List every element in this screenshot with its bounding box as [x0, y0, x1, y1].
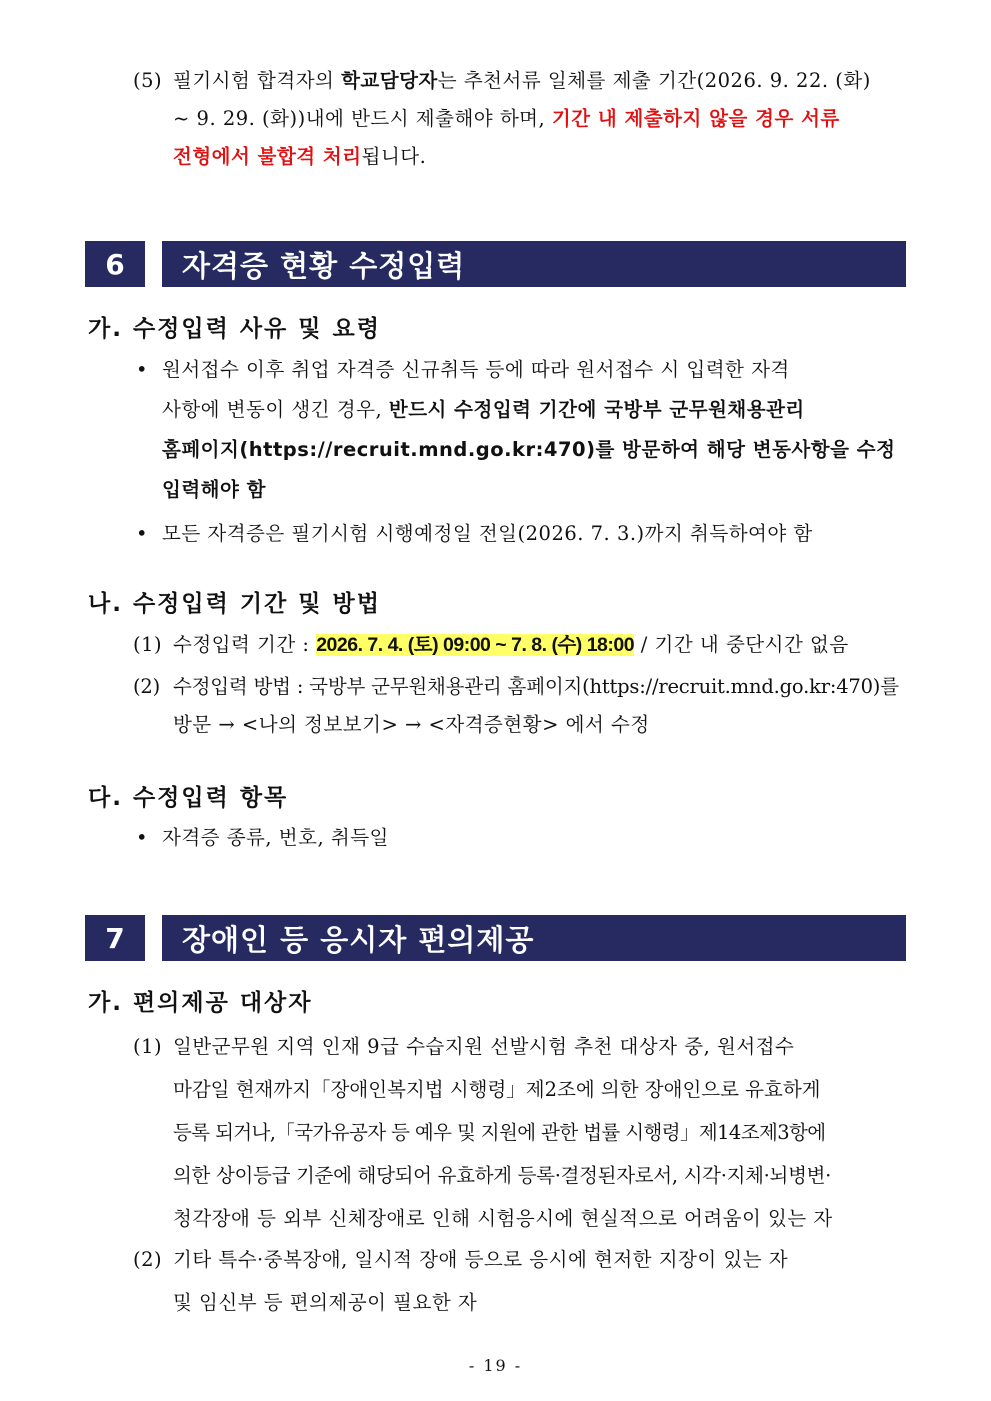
bullet-icon: •: [136, 522, 149, 545]
bullet-icon: •: [136, 826, 149, 849]
subheading-6-da: 다. 수정입력 항목: [88, 785, 289, 811]
section-7-title: 장애인 등 응시자 편의제공: [162, 915, 906, 961]
numbered-item: (1) 수정입력 기간 : 2026. 7. 4. (토) 09:00 ~ 7. 8. (수) 18:00 / 기간 내 중단시간 없음: [133, 633, 849, 656]
emphasis-text: 학교담당자: [341, 69, 438, 92]
subheading-7-ga: 가. 편의제공 대상자: [88, 990, 313, 1016]
item-5: (5) 필기시험 합격자의 학교담당자는 추천서류 일체를 제출 기간(2026. 9. 22. (화) ~ 9. 29. (화))내에 반드시 제출해야 하며, 기간 내 제출하지 않을 경우 서류 전형에서 불합격 처리됩니다.: [133, 62, 871, 176]
bullet-item: • 자격증 종류, 번호, 취득일: [136, 818, 389, 858]
bullet-item: • 모든 자격증은 필기시험 시행예정일 전일(2026. 7. 3.)까지 취득하여야 함: [136, 514, 813, 554]
bullet-icon: •: [136, 358, 149, 381]
section-7-number: 7: [85, 915, 145, 961]
highlighted-period: 2026. 7. 4. (토) 09:00 ~ 7. 8. (수) 18:00: [316, 634, 635, 656]
bullet-item: • 원서접수 이후 취업 자격증 신규취득 등에 따라 원서접수 시 입력한 자격 사항에 변동이 생긴 경우, 반드시 수정입력 기간에 국방부 군무원채용관리 홈페이지(https://recruit.mnd.go.kr:470)를 방문하여 해당 변동사항을 수정 입력해야 함: [136, 350, 895, 510]
numbered-item: (2) 수정입력 방법 : 국방부 군무원채용관리 홈페이지(https://recruit.mnd.go.kr:470)를 방문 → <나의 정보보기> → <자격증현황> 에서 수정: [133, 675, 899, 736]
numbered-item: (1) 일반군무원 지역 인재 9급 수습지원 선발시험 추천 대상자 중, 원서접수 마감일 현재까지「장애인복지법 시행령」제2조에 의한 장애인으로 유효하게 등록 되거나,「국가유공자 등 예우 및 지원에 관한 법률 시행령」제14조제3항에 의한 상이등급 기준에 해당되어 유효하게 등록·결정된자로서, 시각·지체·뇌병변· 청각장애 등 외부 신체장애로 인해 시험응시에 현실적으로 어려움이 있는 자: [133, 1035, 833, 1230]
subheading-6-na: 나. 수정입력 기간 및 방법: [88, 591, 381, 617]
subheading-6-ga: 가. 수정입력 사유 및 요령: [88, 316, 381, 342]
warning-text: 기간 내 제출하지 않을 경우 서류: [551, 107, 840, 130]
numbered-item: (2) 기타 특수·중복장애, 일시적 장애 등으로 응시에 현저한 지장이 있는 자 및 임신부 등 편의제공이 필요한 자: [133, 1248, 789, 1314]
section-6-title: 자격증 현황 수정입력: [162, 241, 906, 287]
item-number: (5): [133, 69, 163, 92]
section-6-number: 6: [85, 241, 145, 287]
warning-text: 전형에서 불합격 처리: [173, 145, 362, 168]
page-number: - 19 -: [468, 1356, 523, 1375]
